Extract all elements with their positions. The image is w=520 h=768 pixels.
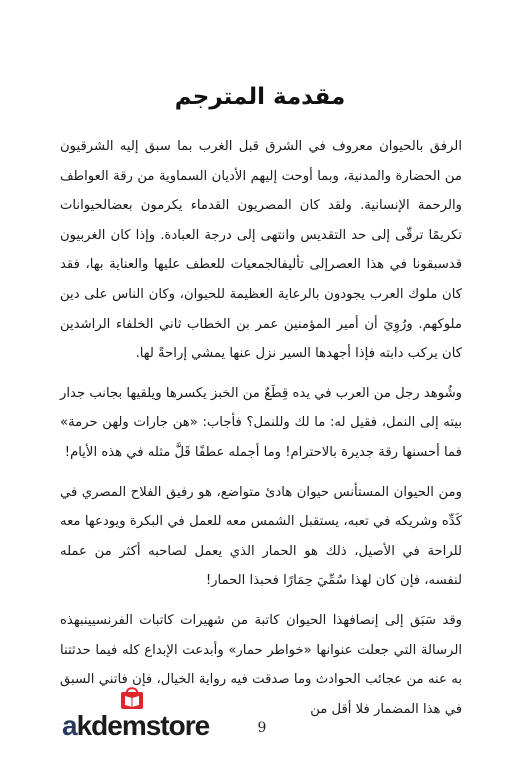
page-title: مقدمة المترجم (174, 84, 346, 110)
paragraph-2: وشُوهد رجل من العرب في يده قِطَعٌ من الخبز يكسرها ويلقيها بجانب جدار بيته إلى النمل، فقيل له: ما لك وللنمل؟ فأجاب: «هن جارات ولهن حرمة» فما أحسنها رقة جديرة بالاحترام! وما أجمله عطفًا قَلَّ مثله في هذه الأيام! (60, 385, 462, 460)
watermark-letter-a: a (62, 710, 77, 741)
paragraph-1: الرفق بالحيوان معروف في الشرق قبل الغرب بما سبق إليه الشرقيون من الحضارة والمدنية، وبما أوحت إليهم الأديان السماوية من رقة العواطف والرحمة الإنسانية. ولقد كان المصريون القدماء يكرمون بعضالحيوانات تكريمًا ترقّى إلى حد التقديس وانتهى إلى درجة العبادة. وإذا كان الغربيون قدسبقونا في هذا العصرإلى تأليفالجمعيات للعطف عليها والعناية بها، فقد كان ملوك العرب يجودون بالرعاية العظيمة للحيوان، وكان الناس على دين ملوكهم. ورُوِيَ أن أمير المؤمنين عمر بن الخطاب ثاني الخلفاء الراشدين كان يركب دابته فإذا أجهدها السير نزل عنها يمشي إراحةً لها. (60, 139, 462, 362)
watermark-text (62, 710, 209, 742)
store-watermark-logo (62, 686, 212, 744)
paragraph-3: ومن الحيوان المستأنس حيوان هادئ متواضع، هو رفيق الفلاح المصري في كَدِّه وشريكه في تعبه، يستقبل الشمس معه للعمل في البكرة ويودعها معه للراحة في الأصيل، ذلك هو الحمار الذي يعمل لصاحبه أكثر من عمله لنفسه، فإن كان لهذا سُمِّيَ حِمَارًا فحبذا الحمار! (60, 484, 462, 589)
shopping-bag-book-icon (119, 686, 145, 710)
body-text (60, 132, 462, 734)
page-number: 9 (257, 720, 267, 736)
paragraph-4: وقد سَبَق إلى إنصافهذا الحيوان كاتبة من شهيرات كاتبات الفرنسيينبهذه الرسالة التي جعلت عنوانها «خواطر حمار» وأبدعت الإبداع كله فيما حدثتنا به عنه من عجائب الحوادث وما صدقت فيه رواية الخيال، فإن فاتني السبق في هذا المضمار فلا أقل من (60, 612, 462, 717)
watermark-wordmark: kdemstore (76, 710, 210, 741)
